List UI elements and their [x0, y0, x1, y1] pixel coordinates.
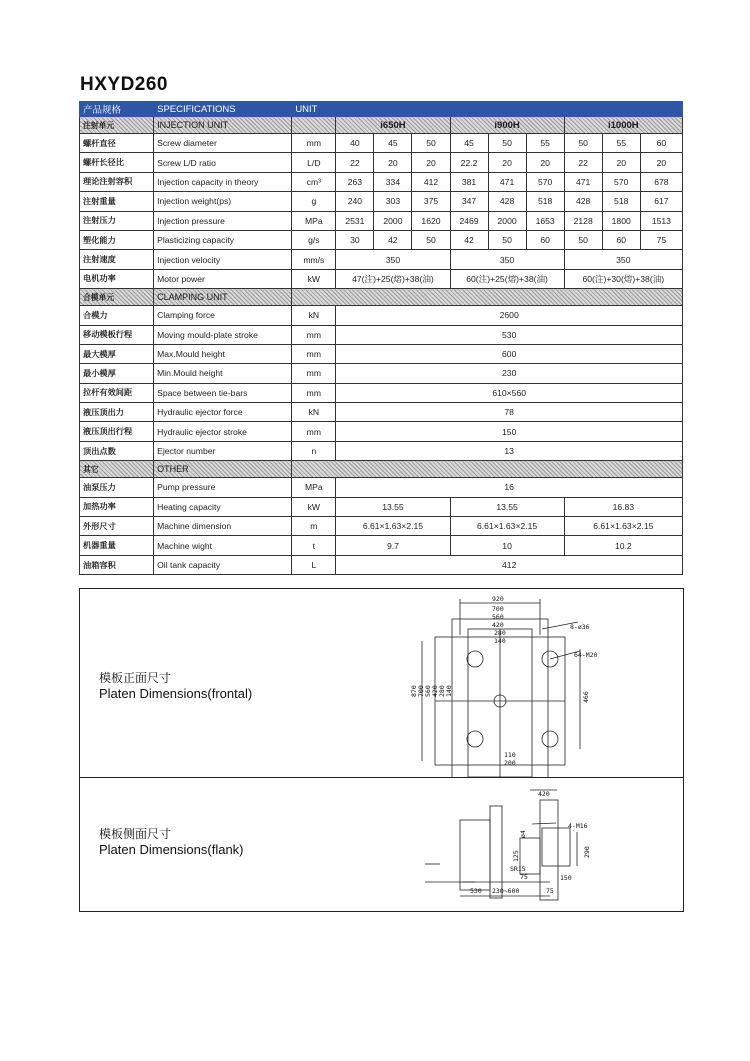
table-cell: 428 [564, 192, 602, 211]
row-label-zh: 移动模板行程 [80, 325, 154, 344]
section-other-row [80, 461, 683, 478]
table-cell: 1800 [602, 211, 640, 230]
frontal-platen-drawing [80, 589, 683, 777]
row-unit: n [292, 441, 336, 460]
section-injection-unit-blank [292, 117, 336, 134]
frontal-dim-280v: 280 [438, 685, 446, 697]
table-cell: 30 [336, 230, 374, 249]
row-unit: m [292, 517, 336, 536]
row-label-zh: 理论注射容积 [80, 172, 154, 191]
table-cell: 375 [412, 192, 450, 211]
table-cell: 471 [488, 172, 526, 191]
table-cell: 530 [336, 325, 683, 344]
table-cell: 13.55 [450, 497, 564, 516]
row-label-en: Motor power [154, 269, 292, 288]
row-unit: g [292, 192, 336, 211]
table-cell: 518 [526, 192, 564, 211]
table-cell: 20 [640, 153, 682, 172]
frontal-dim-200: 200 [504, 759, 516, 767]
table-cell: 471 [564, 172, 602, 191]
model-i900h: i900H [450, 117, 564, 134]
row-label-en: Screw diameter [154, 134, 292, 153]
frontal-dim-holes: 8-ø36 [570, 623, 590, 631]
row-label-zh: 油泵压力 [80, 478, 154, 497]
row-label-en: Hydraulic ejector force [154, 403, 292, 422]
table-cell: 9.7 [336, 536, 450, 555]
row-label-en: Injection capacity in theory [154, 172, 292, 191]
table-cell: 2128 [564, 211, 602, 230]
frontal-label-zh: 模板正面尺寸 [99, 671, 172, 685]
table-cell: 428 [488, 192, 526, 211]
table-cell: 2531 [336, 211, 374, 230]
spec-table-body [80, 102, 683, 575]
flank-dim-150: 150 [560, 874, 572, 882]
row-label-en: Machine dimension [154, 517, 292, 536]
frontal-dim-920: 920 [492, 595, 504, 603]
table-cell: 610×560 [336, 383, 683, 402]
row-unit: mm [292, 364, 336, 383]
table-row [80, 364, 683, 383]
row-unit: mm [292, 422, 336, 441]
row-unit: mm/s [292, 250, 336, 269]
flank-dim-420: 420 [538, 790, 550, 798]
row-label-en: Plasticizing capacity [154, 230, 292, 249]
table-cell: 22 [336, 153, 374, 172]
flank-dim-125: 125 [512, 850, 520, 862]
flank-dim-sr15: SR15 [510, 865, 526, 873]
table-cell: 240 [336, 192, 374, 211]
flank-dim-290: 290 [583, 846, 591, 858]
table-row [80, 497, 683, 516]
table-row [80, 422, 683, 441]
header-product: 产品规格 [80, 102, 154, 117]
row-unit: mm [292, 134, 336, 153]
table-cell: 350 [564, 250, 682, 269]
row-unit: kN [292, 306, 336, 325]
table-cell: 20 [526, 153, 564, 172]
frontal-dim-700: 700 [492, 605, 504, 613]
row-unit: mm [292, 344, 336, 363]
flank-dim-75b: 75 [546, 887, 554, 895]
table-cell: 16.83 [564, 497, 682, 516]
row-unit: L [292, 555, 336, 574]
header-specifications: SPECIFICATIONS [154, 102, 292, 117]
table-row [80, 134, 683, 153]
row-label-zh: 拉杆有效间距 [80, 383, 154, 402]
flank-label-en: Platen Dimensions(flank) [99, 842, 244, 857]
page-title: HXYD260 [80, 74, 168, 95]
table-cell: 40 [336, 134, 374, 153]
row-label-zh: 液压顶出力 [80, 403, 154, 422]
table-cell: 45 [450, 134, 488, 153]
frontal-dim-420: 420 [492, 621, 504, 629]
row-label-zh: 合模力 [80, 306, 154, 325]
table-cell: 412 [412, 172, 450, 191]
table-cell: 55 [602, 134, 640, 153]
row-label-en: Oil tank capacity [154, 555, 292, 574]
table-cell: 6.61×1.63×2.15 [336, 517, 450, 536]
table-cell: 42 [374, 230, 412, 249]
flank-dim-75: 75 [520, 873, 528, 881]
row-label-en: Moving mould-plate stroke [154, 325, 292, 344]
table-row [80, 250, 683, 269]
frontal-dim-870: 870 [410, 685, 418, 697]
flank-label-zh: 模板侧面尺寸 [99, 827, 172, 841]
frontal-dim-420v: 420 [431, 685, 439, 697]
table-cell: 350 [450, 250, 564, 269]
frontal-dim-110: 110 [504, 751, 516, 759]
table-cell: 20 [488, 153, 526, 172]
frontal-label-en: Platen Dimensions(frontal) [99, 686, 253, 701]
row-label-en: Heating capacity [154, 497, 292, 516]
section-clamping-row [80, 289, 683, 306]
flank-platen-drawing [80, 778, 683, 911]
frontal-dim-560v: 560 [424, 685, 432, 697]
table-cell: 570 [526, 172, 564, 191]
section-clamping-zh: 合模单元 [80, 289, 154, 306]
row-label-en: Pump pressure [154, 478, 292, 497]
table-row [80, 211, 683, 230]
table-cell: 1653 [526, 211, 564, 230]
table-cell: 75 [640, 230, 682, 249]
frontal-dim-140v: 140 [445, 685, 453, 697]
row-unit: L/D [292, 153, 336, 172]
section-injection-row [80, 117, 683, 134]
table-cell: 10.2 [564, 536, 682, 555]
table-cell: 45 [374, 134, 412, 153]
table-cell: 47(注)+25(熔)+38(油) [336, 269, 450, 288]
table-row [80, 344, 683, 363]
table-cell: 6.61×1.63×2.15 [564, 517, 682, 536]
row-unit: mm [292, 325, 336, 344]
table-cell: 334 [374, 172, 412, 191]
table-cell: 13.55 [336, 497, 450, 516]
row-unit: MPa [292, 211, 336, 230]
row-label-zh: 加热功率 [80, 497, 154, 516]
table-row [80, 517, 683, 536]
frontal-dim-140: 140 [494, 637, 506, 645]
section-clamping-fill [292, 289, 683, 306]
frontal-dim-threads: 64-M20 [574, 651, 598, 659]
table-row [80, 325, 683, 344]
table-cell: 78 [336, 403, 683, 422]
table-cell: 60(注)+30(熔)+38(油) [564, 269, 682, 288]
row-unit: cm³ [292, 172, 336, 191]
row-unit: kW [292, 497, 336, 516]
table-row [80, 441, 683, 460]
frontal-dim-280: 280 [494, 629, 506, 637]
row-unit: kN [292, 403, 336, 422]
table-cell: 6.61×1.63×2.15 [450, 517, 564, 536]
row-label-en: Space between tie-bars [154, 383, 292, 402]
row-label-en: Screw L/D ratio [154, 153, 292, 172]
spec-table [79, 101, 683, 575]
table-cell: 2469 [450, 211, 488, 230]
row-label-zh: 塑化能力 [80, 230, 154, 249]
table-cell: 350 [336, 250, 450, 269]
row-label-en: Injection pressure [154, 211, 292, 230]
row-label-en: Machine wight [154, 536, 292, 555]
table-cell: 60 [602, 230, 640, 249]
row-unit: MPa [292, 478, 336, 497]
table-cell: 60 [526, 230, 564, 249]
flank-dim-m16: 4-M16 [568, 822, 588, 830]
table-cell: 412 [336, 555, 683, 574]
table-row [80, 153, 683, 172]
table-cell: 50 [488, 230, 526, 249]
row-label-en: Ejector number [154, 441, 292, 460]
row-label-en: Hydraulic ejector stroke [154, 422, 292, 441]
table-cell: 55 [526, 134, 564, 153]
table-cell: 13 [336, 441, 683, 460]
table-cell: 20 [374, 153, 412, 172]
table-cell: 150 [336, 422, 683, 441]
table-row [80, 192, 683, 211]
table-cell: 60(注)+25(熔)+38(油) [450, 269, 564, 288]
table-row [80, 536, 683, 555]
table-cell: 42 [450, 230, 488, 249]
row-label-zh: 顶出点数 [80, 441, 154, 460]
table-row [80, 478, 683, 497]
table-cell: 22 [564, 153, 602, 172]
frontal-drawing-panel [79, 588, 684, 778]
table-cell: 60 [640, 134, 682, 153]
row-unit: kW [292, 269, 336, 288]
table-cell: 600 [336, 344, 683, 363]
table-cell: 50 [412, 230, 450, 249]
row-label-en: Clamping force [154, 306, 292, 325]
flank-dim-stroke: 230~600 [492, 887, 520, 895]
section-other-fill [292, 461, 683, 478]
row-label-zh: 注射压力 [80, 211, 154, 230]
row-label-zh: 最大模厚 [80, 344, 154, 363]
table-cell: 20 [412, 153, 450, 172]
table-cell: 20 [602, 153, 640, 172]
row-label-en: Injection weight(ps) [154, 192, 292, 211]
table-cell: 2000 [374, 211, 412, 230]
frontal-dim-560: 560 [492, 613, 504, 621]
table-row [80, 306, 683, 325]
model-i650h: i650H [336, 117, 450, 134]
section-other-en: OTHER [154, 461, 292, 478]
table-row [80, 555, 683, 574]
row-label-en: Min.Mould height [154, 364, 292, 383]
table-cell: 2600 [336, 306, 683, 325]
table-cell: 50 [488, 134, 526, 153]
flank-dim-530: 530 [470, 887, 482, 895]
table-cell: 381 [450, 172, 488, 191]
header-unit: UNIT [292, 102, 683, 117]
table-cell: 347 [450, 192, 488, 211]
section-injection-zh: 注射单元 [80, 117, 154, 134]
row-label-zh: 机器重量 [80, 536, 154, 555]
table-row [80, 403, 683, 422]
frontal-dim-466: 466 [582, 691, 590, 703]
row-label-en: Injection velocity [154, 250, 292, 269]
table-row [80, 269, 683, 288]
table-cell: 230 [336, 364, 683, 383]
row-label-en: Max.Mould height [154, 344, 292, 363]
table-cell: 518 [602, 192, 640, 211]
table-cell: 1620 [412, 211, 450, 230]
row-label-zh: 注射速度 [80, 250, 154, 269]
table-cell: 2000 [488, 211, 526, 230]
table-cell: 50 [564, 230, 602, 249]
row-label-zh: 注射重量 [80, 192, 154, 211]
row-unit: mm [292, 383, 336, 402]
row-label-zh: 电机功率 [80, 269, 154, 288]
table-header-row [80, 102, 683, 117]
row-label-zh: 螺杆直径 [80, 134, 154, 153]
table-cell: 617 [640, 192, 682, 211]
row-label-zh: 外形尺寸 [80, 517, 154, 536]
row-label-zh: 液压顶出行程 [80, 422, 154, 441]
table-cell: 50 [412, 134, 450, 153]
table-cell: 263 [336, 172, 374, 191]
table-cell: 16 [336, 478, 683, 497]
table-cell: 570 [602, 172, 640, 191]
flank-fixed-platen [460, 820, 490, 890]
table-row [80, 172, 683, 191]
flank-dim-phi4: ø4 [519, 830, 527, 838]
table-cell: 678 [640, 172, 682, 191]
table-cell: 1513 [640, 211, 682, 230]
frontal-dim-700v: 700 [417, 685, 425, 697]
row-label-zh: 螺杆长径比 [80, 153, 154, 172]
table-cell: 303 [374, 192, 412, 211]
row-label-zh: 油箱容积 [80, 555, 154, 574]
table-cell: 22.2 [450, 153, 488, 172]
flank-drawing-panel [79, 777, 684, 912]
row-unit: t [292, 536, 336, 555]
table-cell: 50 [564, 134, 602, 153]
row-label-zh: 最小模厚 [80, 364, 154, 383]
model-i1000h: i1000H [564, 117, 682, 134]
row-unit: g/s [292, 230, 336, 249]
table-row [80, 383, 683, 402]
table-row [80, 230, 683, 249]
section-clamping-en: CLAMPING UNIT [154, 289, 292, 306]
section-other-zh: 其它 [80, 461, 154, 478]
section-injection-en: INJECTION UNIT [154, 117, 292, 134]
table-cell: 10 [450, 536, 564, 555]
